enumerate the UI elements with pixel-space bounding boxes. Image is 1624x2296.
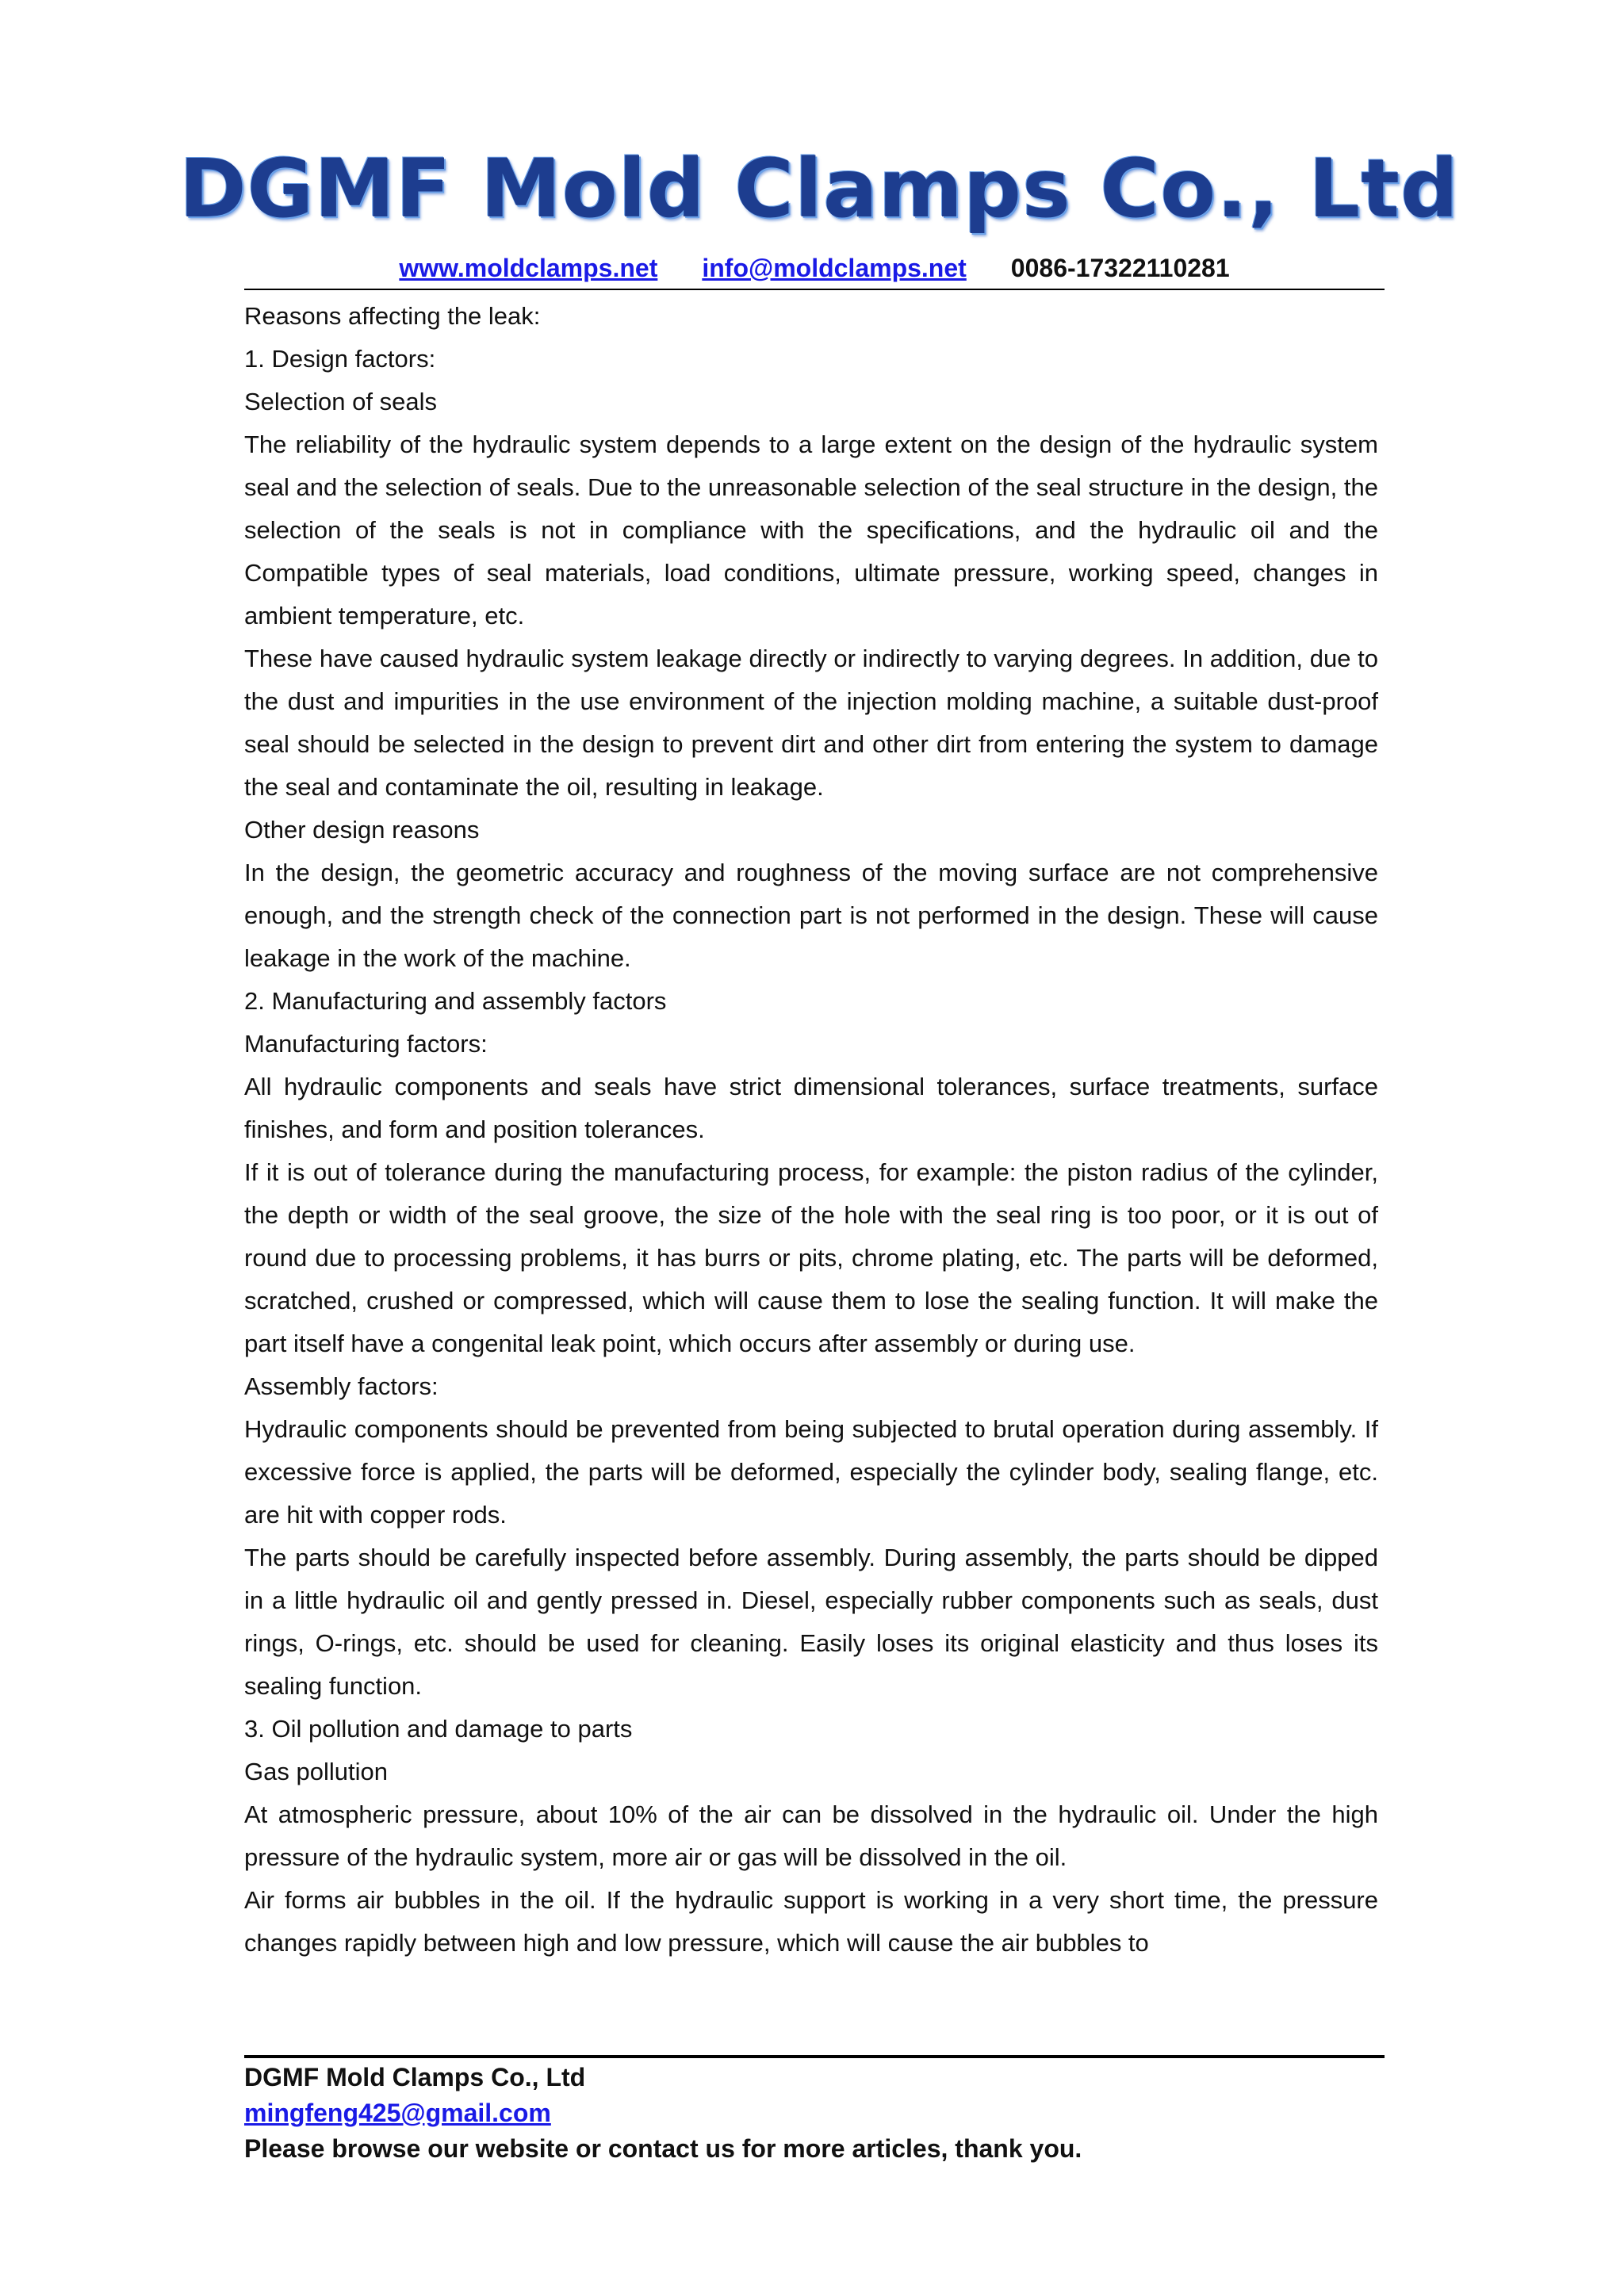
header-email-link[interactable]: info@moldclamps.net [702, 254, 967, 282]
subheading-selection-of-seals: Selection of seals [244, 388, 437, 415]
footer [244, 2060, 1385, 2167]
phone-number: 0086-17322110281 [1010, 254, 1230, 282]
paragraph: Air forms air bubbles in the oil. If the hydraulic support is working in a very short time, the pressure changes rapidly between high and low pressure, which will cause the air bubbles to [244, 1886, 1378, 1957]
paragraph: Hydraulic components should be prevented from being subjected to brutal operation during assembly. If excessive force is applied, the parts will be deformed, especially the cylinder body, sealing flange, etc. are hit with copper rods. [244, 1415, 1378, 1529]
paragraph: In the design, the geometric accuracy and roughness of the moving surface are not comprehensive enough, and the strength check of the connection part is not performed in the design. These will cause leakage in the work of the machine. [244, 859, 1378, 972]
paragraph: The reliability of the hydraulic system depends to a large extent on the design of the hydraulic system seal and the selection of seals. Due to the unreasonable selection of the seal structure in the design, the selection of the seals is not in compliance with the specifications, and the hydraulic oil and the Compatible types of seal materials, load conditions, ultimate pressure, working speed, changes in ambient temperature, etc. [244, 430, 1378, 629]
header-divider [244, 289, 1385, 290]
article-heading: Reasons affecting the leak: [244, 302, 541, 330]
paragraph: The parts should be carefully inspected before assembly. During assembly, the parts should be dipped in a little hydraulic oil and gently pressed in. Diesel, especially rubber components such as seals, dust rings, O-rings, etc. should be used for cleaning. Easily loses its original elasticity and thus loses its sealing function. [244, 1544, 1378, 1700]
paragraph: These have caused hydraulic system leakage directly or indirectly to varying degrees. In addition, due to the dust and impurities in the use environment of the injection molding machine, a suitable dust-proof seal should be selected in the design to prevent dirt and other dirt from entering the system to damage the seal and contaminate the oil, resulting in leakage. [244, 645, 1378, 801]
paragraph: All hydraulic components and seals have strict dimensional tolerances, surface treatments, surface finishes, and form and position tolerances. [244, 1073, 1378, 1143]
section-title-design: 1. Design factors: [244, 345, 436, 373]
website-link[interactable]: www.moldclamps.net [399, 254, 658, 282]
subheading-gas-pollution: Gas pollution [244, 1758, 388, 1785]
subheading-manufacturing-factors: Manufacturing factors: [244, 1030, 488, 1058]
paragraph: At atmospheric pressure, about 10% of the air can be dissolved in the hydraulic oil. Under the high pressure of the hydraulic system, more air or gas will be dissolved in the oil. [244, 1800, 1378, 1871]
paragraph: If it is out of tolerance during the manufacturing process, for example: the piston radius of the cylinder, the depth or width of the seal groove, the size of the hole with the seal ring is too poor, or it is out of round due to processing problems, it has burrs or pits, chrome plating, etc. The parts will be deformed, scratched, crushed or compressed, which will cause them to lose the sealing function. It will make the part itself have a congenital leak point, which occurs after assembly or during use. [244, 1158, 1378, 1357]
section-title-manufacturing: 2. Manufacturing and assembly factors [244, 987, 667, 1015]
article-body [244, 295, 1378, 1965]
subheading-other-design-reasons: Other design reasons [244, 816, 480, 844]
footer-company-name: DGMF Mold Clamps Co., Ltd [244, 2063, 586, 2091]
company-logo: DGMF Mold Clamps Co., Ltd [178, 141, 1460, 236]
footer-note: Please browse our website or contact us for more articles, thank you. [244, 2134, 1082, 2163]
header-contact-bar [244, 251, 1385, 285]
section-title-oil-pollution: 3. Oil pollution and damage to parts [244, 1715, 633, 1743]
subheading-assembly-factors: Assembly factors: [244, 1372, 439, 1400]
footer-divider [244, 2055, 1385, 2058]
footer-email-link[interactable]: mingfeng425@gmail.com [244, 2099, 551, 2127]
